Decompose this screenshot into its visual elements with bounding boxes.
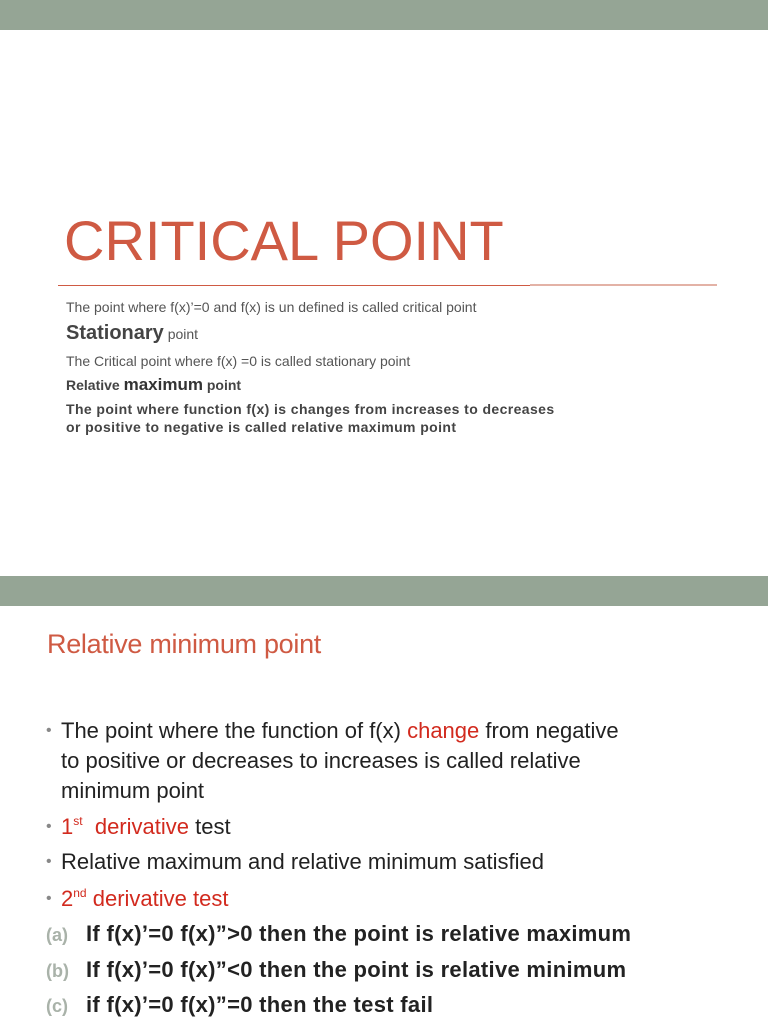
test-item-b <box>46 957 626 983</box>
stationary-heading-suffix: point <box>163 326 199 342</box>
bullet-icon: • <box>46 890 52 907</box>
bullet-1-line-2: to positive or decreases to increases is called relative <box>61 748 581 773</box>
relative-maximum-heading <box>66 375 241 395</box>
bullet-4-highlight: derivative test <box>86 886 229 911</box>
test-item-c-label: (c) <box>46 996 68 1016</box>
test-item-c <box>46 992 433 1018</box>
slide1-header-bar <box>0 0 768 30</box>
relative-maximum-suffix: point <box>202 377 242 393</box>
bullet-item-3 <box>46 847 544 877</box>
test-item-b-label: (b) <box>46 961 69 981</box>
bullet-3-text: Relative maximum and relative minimum satisfied <box>61 849 544 874</box>
test-item-a-label: (a) <box>46 925 68 945</box>
bullet-2-number: 1 <box>61 814 74 839</box>
bullet-icon: • <box>46 722 52 739</box>
relative-maximum-main: maximum <box>123 375 203 394</box>
bullet-1-text-b: from negative <box>479 718 619 743</box>
bullet-item-2 <box>46 812 231 842</box>
bullet-icon: • <box>46 818 52 835</box>
test-item-b-text: If f(x)’=0 f(x)”<0 then the point is relative minimum <box>86 957 627 982</box>
bullet-2-ordinal: st <box>73 814 83 828</box>
bullet-2-highlight: derivative <box>94 814 189 839</box>
bullet-1-highlight: change <box>407 718 480 743</box>
bullet-item-4 <box>46 884 228 914</box>
slide2-title: Relative minimum point <box>47 629 321 659</box>
stationary-heading-main: Stationary <box>66 322 164 344</box>
slide1-title: CRITICAL POINT <box>64 209 504 272</box>
stationary-point-definition: The Critical point where f(x) =0 is called stationary point <box>66 353 411 369</box>
relative-maximum-definition-line1: The point where function f(x) is changes from increases to decreases <box>66 401 555 417</box>
critical-point-definition: The point where f(x)’=0 and f(x) is un defined is called critical point <box>66 299 477 315</box>
bullet-icon: • <box>46 853 52 870</box>
title-underline-accent <box>530 284 717 286</box>
stationary-heading <box>66 322 198 345</box>
bullet-item-1 <box>46 716 619 746</box>
relative-maximum-definition-line2: or positive to negative is called relative maximum point <box>66 419 457 435</box>
bullet-1-text-a: The point where the function of f(x) <box>61 718 408 743</box>
test-item-a-text: If f(x)’=0 f(x)”>0 then the point is relative maximum <box>86 921 632 946</box>
bullet-4-ordinal: nd <box>73 886 87 900</box>
relative-maximum-prefix: Relative <box>66 377 124 393</box>
bullet-4-number: 2 <box>61 886 74 911</box>
bullet-2-rest: test <box>188 814 231 839</box>
bullet-1-line-3: minimum point <box>61 778 205 803</box>
test-item-c-text: if f(x)’=0 f(x)”=0 then the test fail <box>86 992 434 1017</box>
slide2-header-bar <box>0 576 768 606</box>
test-item-a <box>46 921 631 947</box>
